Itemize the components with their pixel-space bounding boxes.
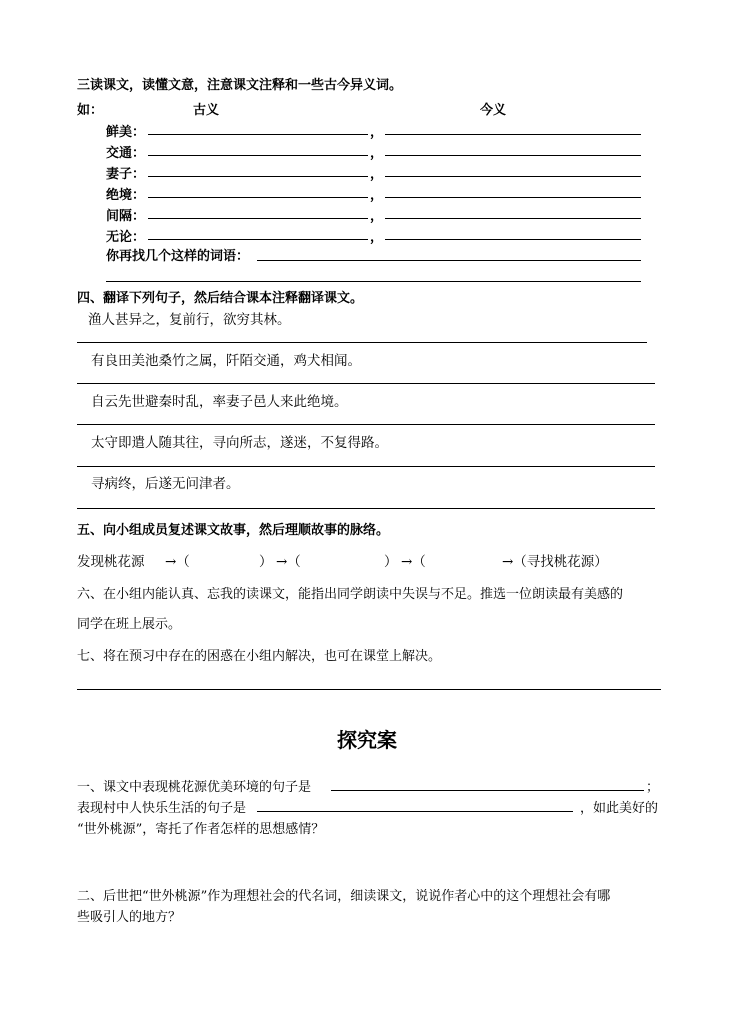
sentence-5: 寻病终，后遂无问津者。 [91,476,240,492]
question-1-line-2-end: ，如此美好的 [580,801,659,816]
term-label: 鲜美： [106,125,146,140]
old-meaning-blank[interactable] [148,218,368,219]
new-meaning-blank[interactable] [385,176,641,177]
sentence-2: 有良田美池桑竹之属，阡陌交通，鸡犬相闻。 [91,353,361,369]
question-1-line-1: 一、课文中表现桃花源优美环境的句子是 [77,780,312,795]
new-meaning-blank[interactable] [385,239,641,240]
translation-blank-2[interactable] [77,383,655,384]
flow-arrow: →（ [401,554,426,570]
question-1-blank-a[interactable] [331,790,644,791]
section-6-line-1: 六、在小组内能认真、忘我的读课文，能指出同学朗读中失误与不足。推选一位朗读最有美感的 [77,587,624,602]
translation-blank-4[interactable] [77,466,655,467]
old-meaning-blank[interactable] [148,134,368,135]
new-meaning-blank[interactable] [385,218,641,219]
term-label: 绝境： [106,188,146,203]
flow-start: 发现桃花源 [77,554,145,570]
old-meaning-blank[interactable] [148,197,368,198]
sentence-3: 自云先世避秦时乱，率妻子邑人来此绝境。 [91,394,348,410]
question-2-line-2: 些吸引人的地方？ [77,910,182,925]
term-label: 间隔： [106,209,146,224]
old-meaning-blank[interactable] [148,155,368,156]
flow-close: ） [259,554,273,570]
example-prefix: 如： [77,103,104,118]
find-more-blank-2[interactable] [106,281,641,282]
sentence-1: 渔人甚异之，复前行，欲穷其林。 [88,312,291,328]
section-4-heading: 四、翻译下列句子，然后结合课本注释翻译课文。 [77,291,364,306]
section-5-heading: 五、向小组成员复述课文故事，然后理顺故事的脉络。 [77,523,390,538]
comma: ， [370,125,384,140]
comma: ， [370,230,384,245]
comma: ， [370,188,384,203]
section-3-heading: 三读课文，读懂文意，注意课文注释和一些古今异义词。 [77,78,403,93]
flow-arrow: →（ [165,554,190,570]
question-1-blank-b[interactable] [257,811,573,812]
translation-blank-5[interactable] [77,508,655,509]
old-meaning-blank[interactable] [148,176,368,177]
flow-close: ） [384,554,398,570]
question-1-line-3: “世外桃源”，寄托了作者怎样的思想感情？ [77,822,325,837]
question-1-line-2: 表现村中人快乐生活的句子是 [77,801,247,816]
translation-blank-1[interactable] [77,342,647,343]
flow-end: →（寻找桃花源） [502,554,608,570]
column-old-meaning: 古义 [193,103,220,118]
find-more-prompt: 你再找几个这样的词语： [106,249,250,264]
comma: ， [370,146,384,161]
term-label: 妻子： [106,167,146,182]
question-2-line-1: 二、后世把“世外桃源”作为理想社会的代名词，细读课文，说说作者心中的这个理想社会有哪 [77,889,611,904]
term-label: 无论： [106,230,146,245]
column-new-meaning: 今义 [480,103,507,118]
explore-title: 探究案 [337,728,397,752]
flow-arrow: →（ [276,554,301,570]
find-more-blank[interactable] [257,260,641,261]
sentence-4: 太守即遣人随其往，寻向所志，遂迷，不复得路。 [91,435,388,451]
section-6-line-2: 同学在班上展示。 [77,617,182,632]
question-1-semicolon: ； [646,780,660,795]
new-meaning-blank[interactable] [385,134,641,135]
term-label: 交通： [106,146,146,161]
section-7-text: 七、将在预习中存在的困惑在小组内解决，也可在课堂上解决。 [77,649,442,664]
new-meaning-blank[interactable] [385,155,641,156]
comma: ， [370,209,384,224]
new-meaning-blank[interactable] [385,197,641,198]
old-meaning-blank[interactable] [148,239,368,240]
section-7-blank[interactable] [77,689,661,690]
translation-blank-3[interactable] [77,424,655,425]
comma: ， [370,167,384,182]
